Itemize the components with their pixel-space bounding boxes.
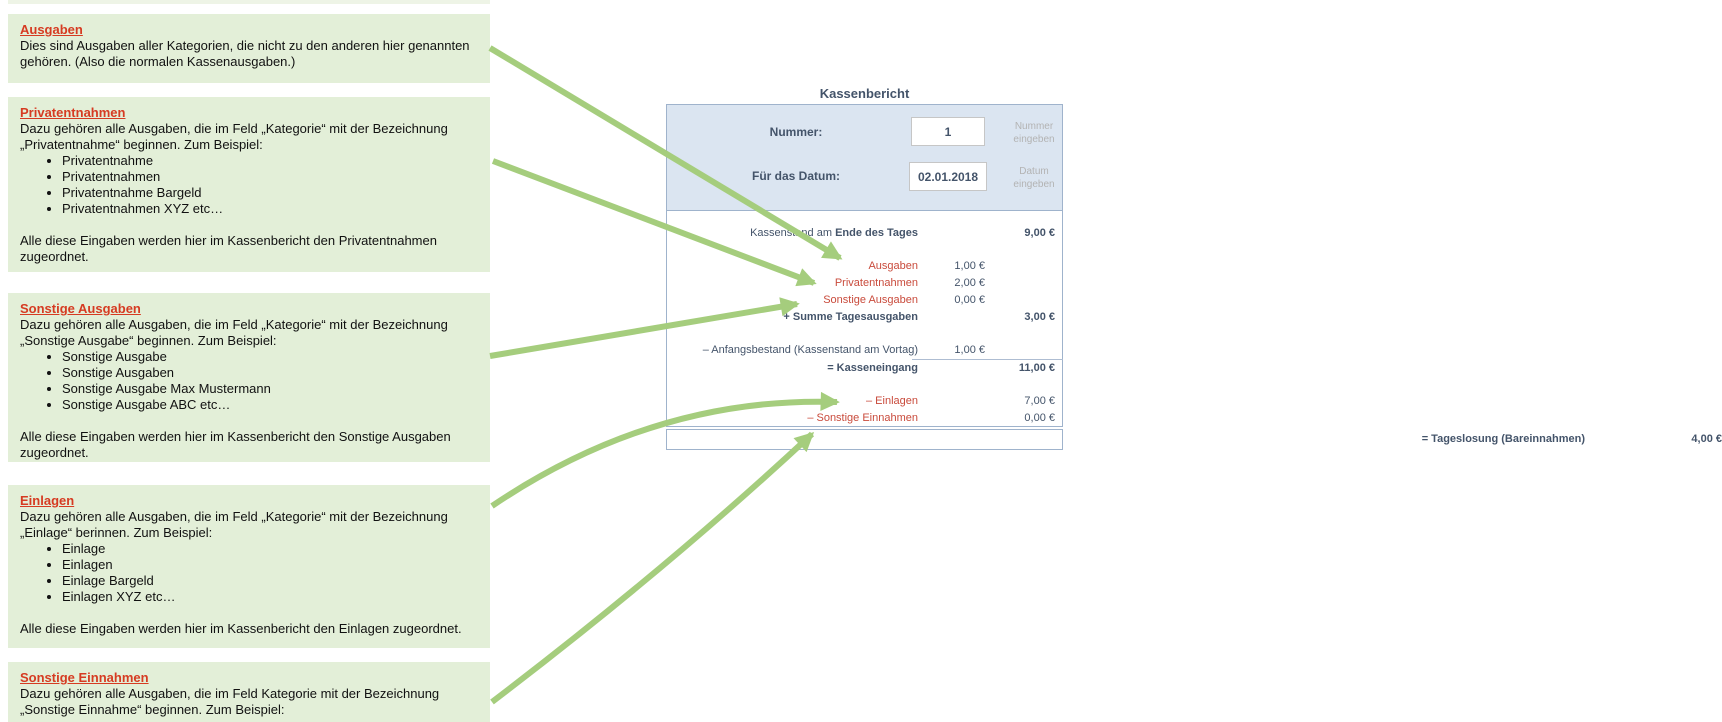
note-intro: Dies sind Ausgaben aller Kategorien, die nicht zu den anderen hier genannten gehören. (Also die normalen Kassenausgaben.) [20,38,470,69]
nummer-label: Nummer: [769,125,823,139]
note-bullet: • Einlage Bargeld [62,573,480,589]
note-bullet: • Sonstige Ausgaben [62,365,480,381]
row-value: 0,00 € [954,294,985,306]
note-bullet: • Sonstige Ausgabe Max Mustermann [62,381,480,397]
note-bullet-list [20,153,480,217]
nummer-hint [1001,120,1067,146]
row-value: 9,00 € [1024,227,1055,239]
hint-line: eingeben [1013,134,1055,145]
row-label-bold: Ende des Tages [835,227,918,239]
note-intro: Dazu gehören alle Ausgaben, die im Feld „Kategorie“ mit der Bezeichnung „Sonstige Ausgabe“ beginnen. Zum Beispiel: [20,317,448,348]
row-value: 1,00 € [954,344,985,356]
note-einlagen [8,485,490,648]
row-label: – Einlagen [866,395,918,407]
datum-hint [1001,165,1067,191]
total-value: 4,00 € [1691,433,1722,445]
row-label: – Anfangsbestand (Kassenstand am Vortag) [702,344,918,356]
total-label: = Tageslosung (Bareinnahmen) [1421,433,1585,445]
note-bullet: • Privatentnahme Bargeld [62,185,480,201]
note-bullet: • Einlage [62,541,480,557]
total-row-box [666,429,1722,450]
row-label: – Sonstige Einnahmen [807,412,918,424]
row-label: Ausgaben [868,260,918,272]
row-label: Kassenstand am [750,227,836,239]
note-heading: Sonstige Einnahmen [20,670,149,685]
note-bullet: • Privatentnahmen XYZ etc… [62,201,480,217]
note-intro: Dazu gehören alle Ausgaben, die im Feld „Kategorie“ mit der Bezeichnung „Einlage“ berinnen. Zum Beispiel: [20,509,448,540]
note-ausgaben [8,14,490,83]
note-heading: Sonstige Ausgaben [20,301,141,316]
note-outro: Alle diese Eingaben werden hier im Kassenbericht den Einlagen zugeordnet. [20,621,462,636]
form-title: Kassenbericht [819,86,910,101]
note-bullet-list [20,349,480,413]
note-intro: Dazu gehören alle Ausgaben, die im Feld „Kategorie“ mit der Bezeichnung „Privatentnahme“ beginnen. Zum Beispiel: [20,121,448,152]
row-label: Privatentnahmen [834,277,918,289]
hint-line: eingeben [1013,179,1055,190]
note-heading: Privatentnahmen [20,105,126,120]
row-value: 2,00 € [954,277,985,289]
note-outro: Alle diese Eingaben werden hier im Kassenbericht den Privatentnahmen zugeordnet. [20,233,437,264]
note-privatentnahmen [8,97,490,272]
note-sonstige-ausgaben [8,293,490,462]
cell-underline [912,359,1063,360]
datum-label: Für das Datum: [751,169,840,183]
note-bullet: • Sonstige Ausgabe ABC etc… [62,397,480,413]
row-value: 7,00 € [1024,395,1055,407]
note-intro: Dazu gehören alle Ausgaben, die im Feld Kategorie mit der Bezeichnung „Sonstige Einnahme“ beginnen. Zum Beispiel: [20,686,440,717]
row-label: + Summe Tagesausgaben [783,311,918,323]
note-bullet: • Privatentnahme [62,153,480,169]
row-value: 3,00 € [1024,311,1055,323]
datum-input[interactable] [909,162,987,191]
row-value: 11,00 € [1018,362,1055,374]
nummer-input[interactable] [911,117,985,146]
note-bullet: • Einlagen XYZ etc… [62,589,480,605]
note-bullet: • Privatentnahmen [62,169,480,185]
row-value: 1,00 € [954,260,985,272]
row-value: 0,00 € [1024,412,1055,424]
arrow-sonstige-einnahmen [492,434,812,702]
note-heading: Ausgaben [20,22,83,37]
note-sonstige-einnahmen [8,662,490,722]
note-bullet: • Einlagen [62,557,480,573]
note-bullet-list [20,541,480,605]
clipped-note-sliver [8,0,490,4]
row-label: = Kasseneingang [827,362,918,374]
hint-line: Nummer [1014,121,1054,132]
note-heading: Einlagen [20,493,75,508]
note-bullet: • Sonstige Ausgabe [62,349,480,365]
note-outro: Alle diese Eingaben werden hier im Kassenbericht den Sonstige Ausgaben zugeordnet. [20,429,451,460]
row-label: Sonstige Ausgaben [823,294,918,306]
hint-line: Datum [1019,166,1049,177]
